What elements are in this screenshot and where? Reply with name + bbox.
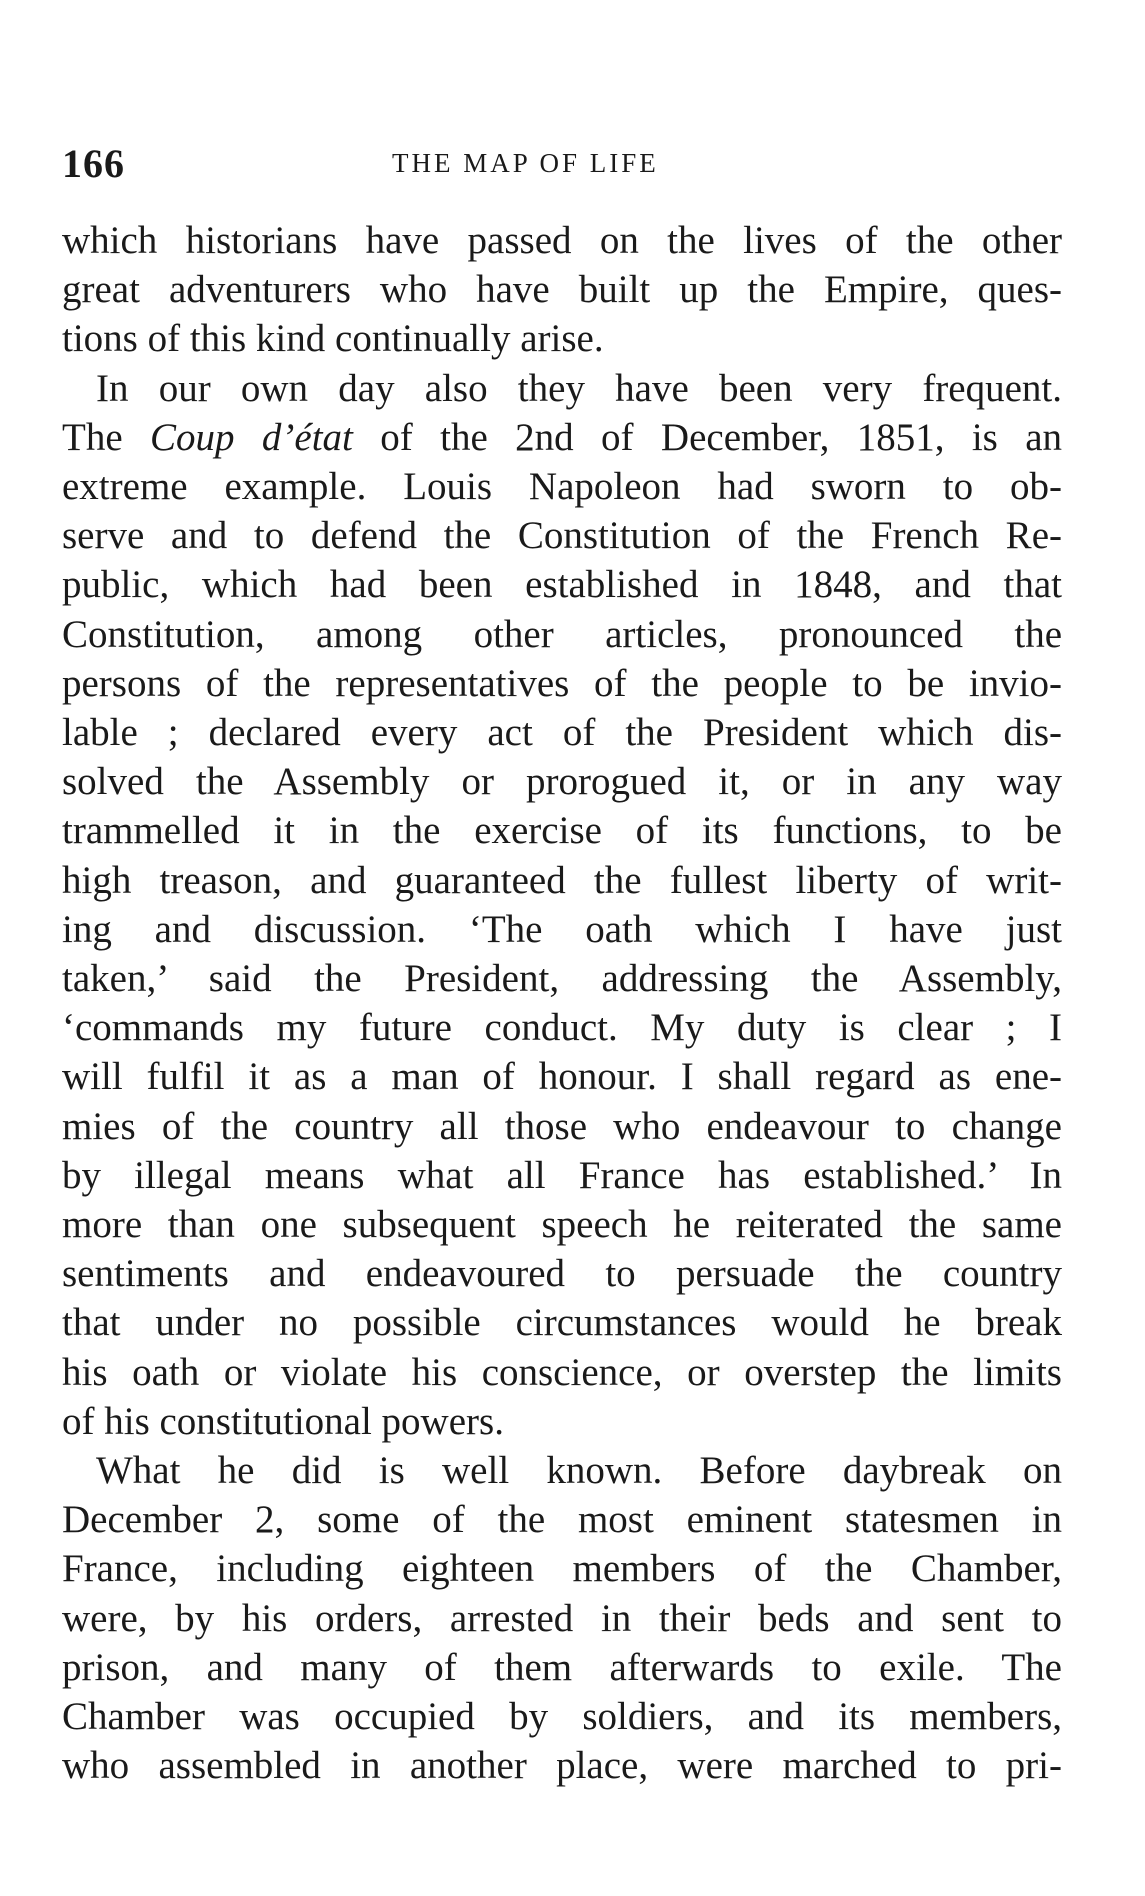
text-line: taken,’ said the President, addressing the Assembly, [62, 957, 1062, 1001]
text-line: Chamber was occupied by soldiers, and its members, [62, 1695, 1062, 1739]
page-number: 166 [62, 141, 125, 186]
text-line: France, including eighteen members of the Chamber, [62, 1547, 1062, 1591]
text-fragment: of the 2nd of December, 1851, is an [380, 415, 1063, 459]
text-line: which historians have passed on the lives of the other [62, 219, 1062, 262]
text-line: lable ; declared every act of the President which dis- [62, 711, 1062, 755]
text-line: were, by his orders, arrested in their beds and sent to [62, 1596, 1062, 1640]
text-line: In our own day also they have been very frequent. [96, 366, 1062, 410]
text-line: extreme example. Louis Napoleon had sworn to ob- [62, 465, 1062, 509]
text-line: will fulfil it as a man of honour. I shall regard as ene- [62, 1055, 1062, 1099]
body-text [62, 216, 1062, 1791]
text-line: solved the Assembly or prorogued it, or in any way [62, 760, 1062, 804]
text-line: ‘commands my future conduct. My duty is clear ; I [62, 1006, 1062, 1050]
text-line: more than one subsequent speech he reiterated the same [62, 1203, 1062, 1247]
text-line: persons of the representatives of the people to be invio- [62, 661, 1062, 705]
text-line: who assembled in another place, were marched to pri- [62, 1744, 1062, 1788]
text-line-with-italic [62, 413, 1062, 462]
text-line: Constitution, among other articles, pronounced the [62, 612, 1062, 656]
text-line: sentiments and endeavoured to persuade the country [62, 1252, 1062, 1296]
italic-phrase: Coup d’état [150, 415, 353, 459]
text-line: tions of this kind continually arise. [62, 317, 604, 361]
text-line: mies of the country all those who endeavour to change [62, 1104, 1062, 1148]
page-header [62, 140, 1062, 188]
text-line: high treason, and guaranteed the fullest liberty of writ- [62, 858, 1062, 902]
text-fragment: The [62, 415, 123, 459]
running-title: THE MAP OF LIFE [392, 148, 659, 178]
text-line: trammelled it in the exercise of its functions, to be [62, 809, 1062, 853]
text-line: ing and discussion. ‘The oath which I have just [62, 907, 1062, 951]
text-line: prison, and many of them afterwards to exile. The [62, 1645, 1062, 1689]
text-line: that under no possible circumstances would he break [62, 1301, 1062, 1345]
text-line: public, which had been established in 1848, and that [62, 563, 1062, 607]
text-line: December 2, some of the most eminent statesmen in [62, 1498, 1062, 1542]
text-line: of his constitutional powers. [62, 1399, 504, 1443]
text-line: serve and to defend the Constitution of the French Re- [62, 514, 1062, 558]
text-line: by illegal means what all France has established.’ In [62, 1153, 1062, 1197]
text-line: his oath or violate his conscience, or overstep the limits [62, 1350, 1062, 1394]
text-line: What he did is well known. Before daybreak on [96, 1449, 1062, 1493]
text-line: great adventurers who have built up the Empire, ques- [62, 268, 1062, 312]
